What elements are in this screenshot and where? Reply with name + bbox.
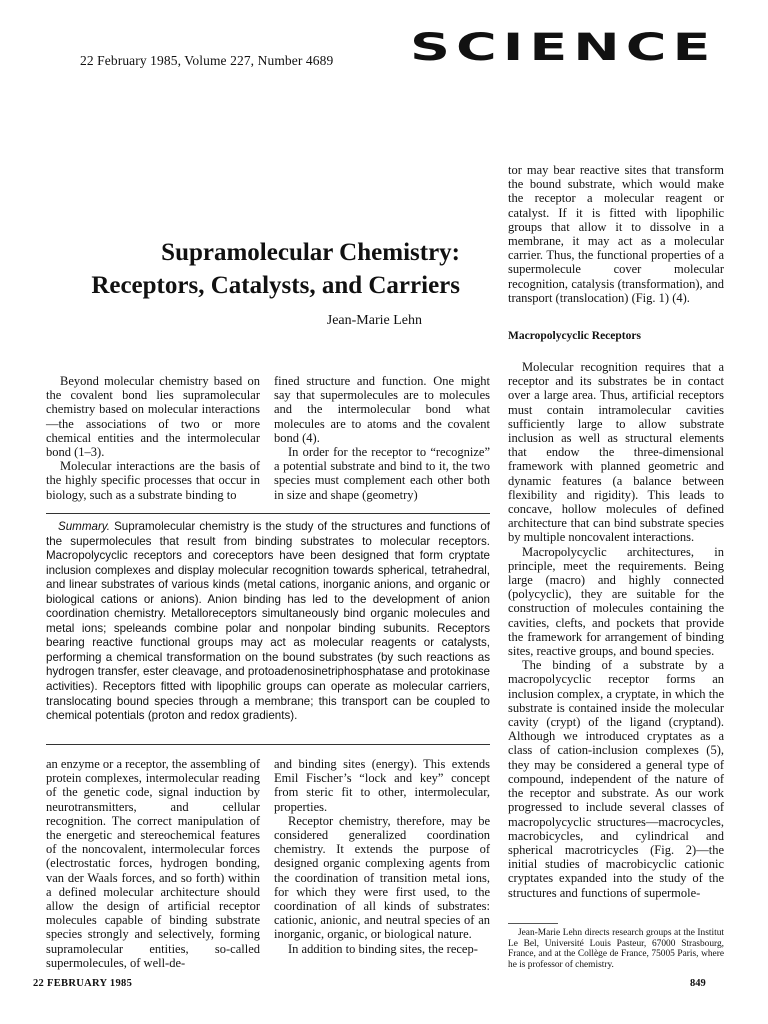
body-paragraph: Macropolycyclic architectures, in principle, meet the requirements. Being large (macro) and highly connected (polycyclic), they are suitable for the construction of molecules containing the cavities, clefts, and pockets that provide the framework for arrangement of binding sites, reactive groups, and bound species. — [508, 544, 724, 659]
author-footnote — [508, 928, 724, 970]
lower-column-2 — [274, 757, 490, 956]
body-paragraph: tor may bear reactive sites that transform the bound substrate, which would make the receptor a molecular reagent or catalyst. If it is fitted with lipophilic groups that allow it to dissolve in a membrane, it may act as a molecular carrier. Thus, the functional properties of a supermolecule cover molecular recognition, catalysis (transformation), and transport (translocation) (Fig. 1) (4). — [508, 163, 724, 305]
intro-paragraph: Molecular interactions are the basis of the highly specific processes that occur in biology, such as a substrate binding to — [46, 459, 260, 502]
body-paragraph: an enzyme or a receptor, the assembling of protein complexes, intermolecular reading of the genetic code, signal induction by neurotransmitters, and cellular recognition. The correct manipulation of the energetic and stereochemical features of the noncovalent, intermolecular forces (electrostatic forces, hydrogen bonding, van der Waals forces, and so forth) within a defined molecular architecture should allow the design of artificial receptor molecules capable of binding substrate species strongly and selectively, forming supramolecular entities, so-called supermolecules, of well-de- — [46, 757, 260, 970]
summary-text: Supramolecular chemistry is the study of the structures and functions of the supermolecules that result from binding substrates to molecular receptors. Macropolycyclic receptors and coreceptors have been designed that form cryptate inclusion complexes and display molecular recognition towards spherical, tetrahedral, and linear substrates of various kinds (metal cations, inorganic anions, and organic or biological cations or anions). Anion binding has led to the development of anion coordination chemistry. Metalloreceptors simultaneously bind organic molecules and metal ions; speleands combine polar and nonpolar binding subunits. Receptors bearing reactive functional groups may act as molecular reagents or catalysts, performing a chemical transformation on the bound substrates (by such reactions as hydrogen transfer, ester cleavage, and protoadenosinetriphosphatase and protokinase activities). Receptors fitted with lipophilic groups can operate as molecular carriers, translocating bound species through a membrane; this transport can be coupled to chemical potentials (proton and redox gradients). — [46, 520, 490, 723]
summary-bottom-rule — [46, 744, 490, 745]
intro-paragraph: Beyond molecular chemistry based on the covalent bond lies supramolecular chemistry based on molecular interactions—the associations of two or more chemical entities and the intermolecular bond (1–3). — [46, 374, 260, 460]
intro-column-2 — [274, 374, 490, 502]
summary-top-rule — [46, 513, 490, 514]
page-number: 849 — [690, 978, 706, 989]
title-line-1: Supramolecular Chemistry: — [161, 239, 460, 266]
body-paragraph: The binding of a substrate by a macropolycyclic receptor forms an inclusion complex, a cryptate, in which the substrate is contained inside the molecular cavity (crypt) of the ligand (cryptand). Although we introduced cryptates as a class of cation-inclusion complexes (5), they may be considered a general type of compound, independent of the nature of the receptor and substrate. As our work progressed to include several classes of macropolycyclic structures—macrocycles, macrobicycles, and cylindrical and spherical macrotricycles (Fig. 2)—the initial studies of macrobicyclic cationic cryptates expanded into the study of the structures and functions of supermole- — [508, 658, 724, 900]
intro-paragraph: In order for the receptor to “recognize” a potential substrate and bind to it, the two species must complement each other both in size and shape (geometry) — [274, 445, 490, 502]
author-name: Jean-Marie Lehn — [326, 313, 422, 328]
body-paragraph: Molecular recognition requires that a receptor and its substrates be in contact over a large area. Thus, artificial receptors must contain intramolecular cavities sufficiently large to allow substrate inclusion as well as structural elements that endow the three-dimensional framework with planned geometric and dynamic features (a balance between flexibility and rigidity). This leads to concave, hollow molecules of defined architecture that can bind substrate species by multiple noncovalent interactions. — [508, 360, 724, 545]
title-line-2: Receptors, Catalysts, and Carriers — [91, 272, 460, 299]
right-column-main — [508, 360, 724, 900]
journal-logo: SCIENCE — [410, 26, 717, 69]
footer-date: 22 FEBRUARY 1985 — [33, 978, 133, 989]
intro-paragraph: fined structure and function. One might say that supermolecules are to molecules and the intermolecular bond what molecules are to atoms and the covalent bond (4). — [274, 374, 490, 445]
body-paragraph: Receptor chemistry, therefore, may be considered generalized coordination chemistry. It extends the purpose of designed organic complexing agents from the coordination of transition metal ions, for which they were first used, to the coordination of all kinds of substrates: cationic, anionic, and neutral species of an inorganic, organic, or biological nature. — [274, 813, 490, 942]
issue-line: 22 February 1985, Volume 227, Number 4689 — [80, 53, 334, 68]
right-column-top — [508, 163, 724, 305]
article-title — [40, 236, 460, 302]
body-paragraph: and binding sites (energy). This extends Emil Fischer’s “lock and key” concept from steric fit to other, intermolecular, properties. — [274, 757, 490, 814]
summary-box — [46, 520, 490, 724]
intro-column-1 — [46, 374, 260, 502]
footnote-rule — [508, 923, 558, 924]
summary-label: Summary. — [58, 520, 110, 533]
body-paragraph: In addition to binding sites, the recep- — [288, 941, 478, 956]
footnote-text: Jean-Marie Lehn directs research groups at the Institut Le Bel, Université Louis Pasteur, 67000 Strasbourg, France, and at the Collège de France, 75005 Paris, where he is professor of chemistry. — [508, 928, 724, 970]
lower-column-1 — [46, 757, 260, 970]
section-heading: Macropolycyclic Receptors — [508, 330, 641, 342]
